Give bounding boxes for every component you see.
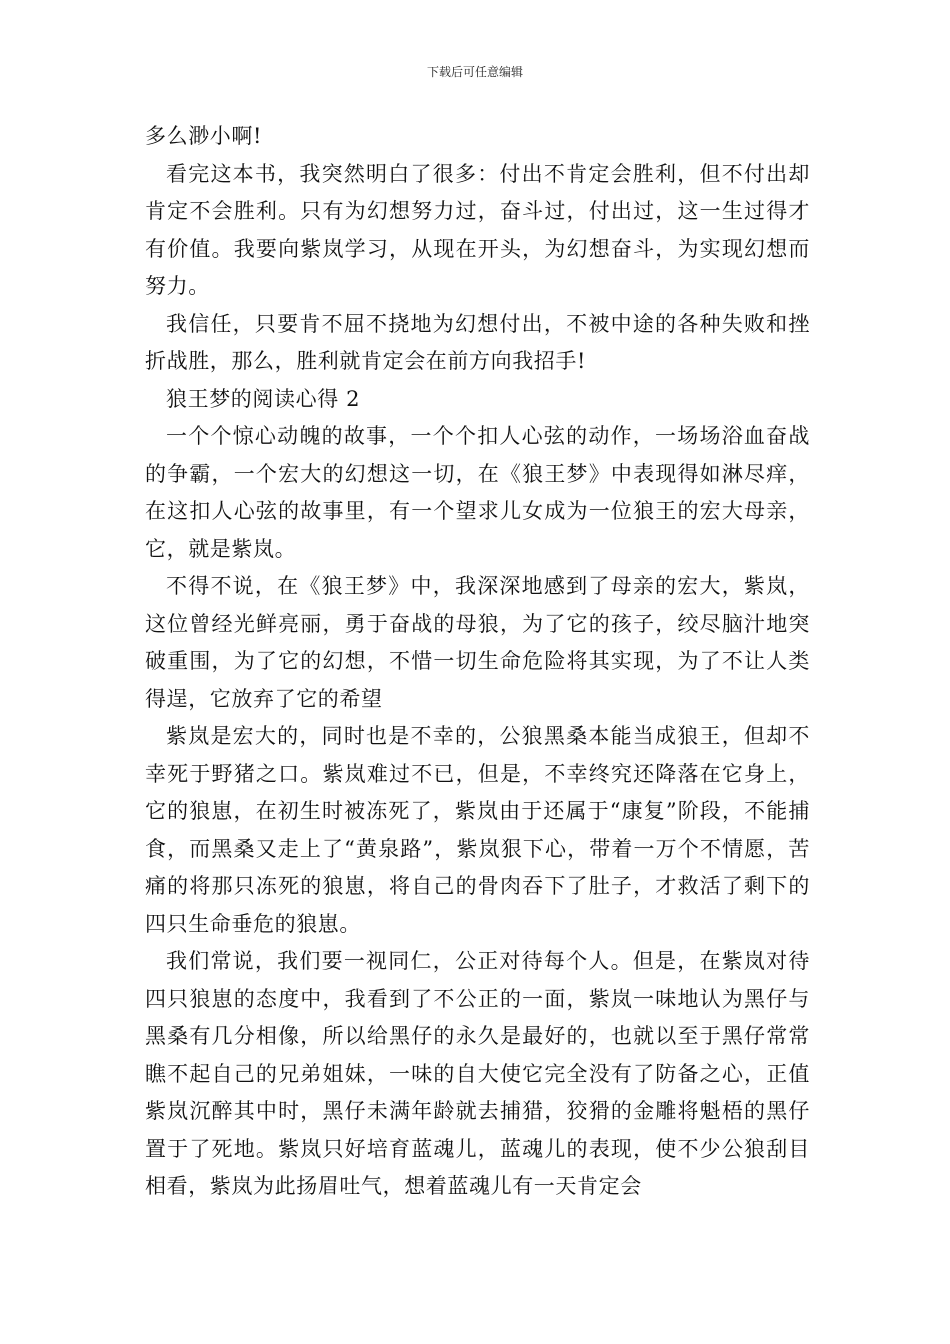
paragraph-continuation: 多么渺小啊! <box>145 124 263 148</box>
paragraph: 紫岚是宏大的，同时也是不幸的，公狼黑桑本能当成狼王，但却不幸死于野猪之口。紫岚难过不已，但是，不幸终究还降落在它身上，它的狼崽，在初生时被冻死了，紫岚由于还属于“康复”阶段，不能捕食，而黑桑又走上了“黄泉路”，紫岚狠下心，带着一万个不情愿，苦痛的将那只冻死的狼崽，将自己的骨肉吞下了肚子，才救活了剩下的四只生命垂危的狼崽。 <box>145 724 810 936</box>
paragraph: 一个个惊心动魄的故事，一个个扣人心弦的动作，一场场浴血奋战的争霸，一个宏大的幻想这一切，在《狼王梦》中表现得如淋尽痒，在这扣人心弦的故事里，有一个望求儿女成为一位狼王的宏大母亲，它，就是紫岚。 <box>145 424 810 561</box>
paragraph: 看完这本书，我突然明白了很多：付出不肯定会胜利，但不付出却肯定不会胜利。只有为幻想努力过，奋斗过，付出过，这一生过得才有价值。我要向紫岚学习，从现在开头，为幻想奋斗，为实现幻想而努力。 <box>145 161 810 298</box>
paragraph: 我们常说，我们要一视同仁，公正对待每个人。但是，在紫岚对待四只狼崽的态度中，我看到了不公正的一面，紫岚一味地认为黑仔与黑桑有几分相像，所以给黑仔的永久是最好的，也就以至于黑仔常常瞧不起自己的兄弟姐妹，一味的自大使它完全没有了防备之心，正值紫岚沉醉其中时，黑仔未满年龄就去捕猎，狡猾的金雕将魁梧的黑仔置于了死地。紫岚只好培育蓝魂儿，蓝魂儿的表现，使不少公狼刮目相看，紫岚为此扬眉吐气，想着蓝魂儿有一天肯定会 <box>145 949 810 1198</box>
section-title: 狼王梦的阅读心得 2 <box>166 386 361 411</box>
paragraph: 不得不说，在《狼王梦》中，我深深地感到了母亲的宏大，紫岚，这位曾经光鲜亮丽，勇于奋战的母狼，为了它的孩子，绞尽脑汁地突破重围，为了它的幻想，不惜一切生命危险将其实现，为了不让人类得逞，它放弃了它的希望 <box>145 574 810 711</box>
document-body <box>145 118 810 1206</box>
page-header-note: 下载后可任意编辑 <box>426 65 523 79</box>
paragraph: 我信任，只要肯不屈不挠地为幻想付出，不被中途的各种失败和挫折战胜，那么，胜利就肯定会在前方向我招手! <box>145 311 810 373</box>
